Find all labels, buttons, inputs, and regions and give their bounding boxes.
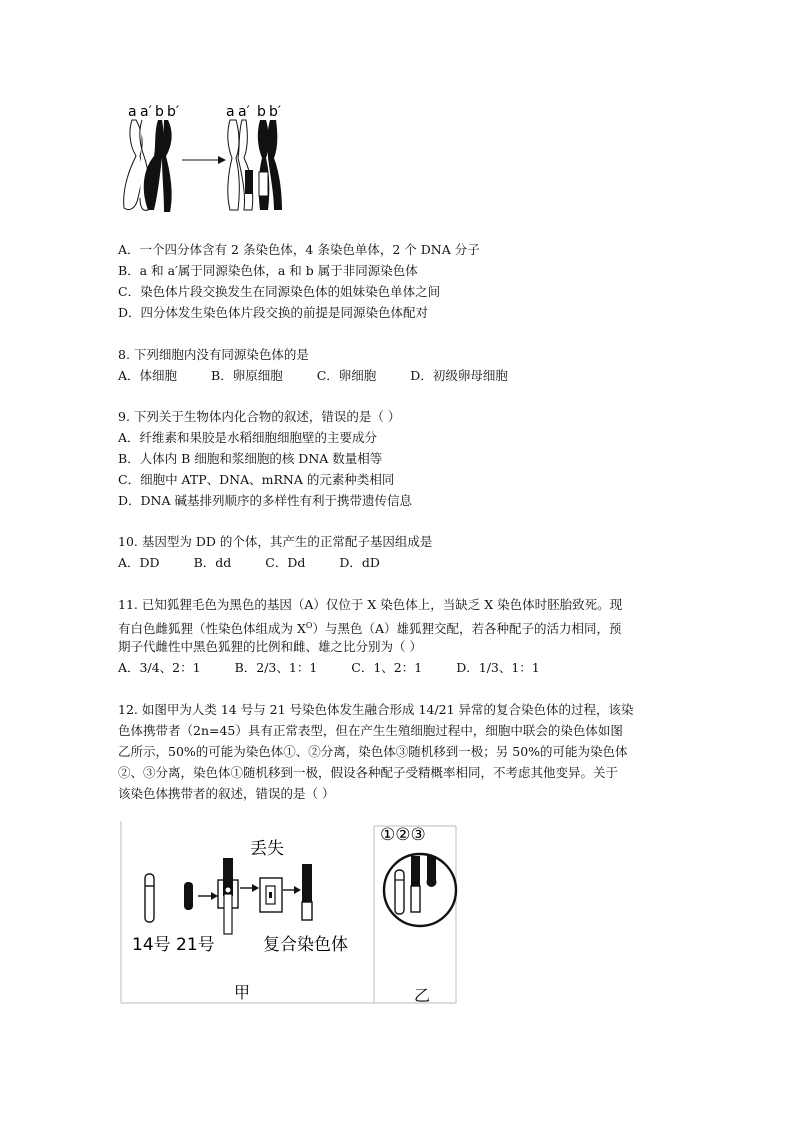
label-a-right: a	[226, 104, 235, 120]
q11-option-a: A．3/4、2：1	[118, 660, 201, 675]
q7-option-c: C．染色体片段交换发生在同源染色体的姐妹染色单体之间	[118, 284, 441, 299]
fusion-chr14-segment	[224, 894, 232, 934]
label-b-right: b	[257, 104, 266, 120]
q10-option-d: D．dD	[339, 555, 380, 570]
q7-option-a: A．一个四分体含有 2 条染色体，4 条染色单体，2 个 DNA 分子	[118, 242, 480, 257]
q8-option-a: A．体细胞	[118, 368, 178, 383]
q11-stem-line2-a: 有白色雌狐狸（性染色体组成为 X	[118, 621, 306, 637]
crossing-over-figure	[118, 98, 308, 216]
compound-label: 复合染色体	[263, 935, 348, 955]
q9-option-d: D．DNA 碱基排列顺序的多样性有利于携带遗传信息	[118, 493, 412, 508]
white-chromosome-right	[228, 120, 253, 210]
chromosome-14	[145, 874, 154, 922]
compound-chromosome-white	[302, 902, 312, 920]
q11-options	[118, 658, 540, 678]
q11-option-b: B．2/3、1：1	[234, 660, 318, 675]
q12-stem-line5: 该染色体携带者的叙述，错误的是（ ）	[118, 786, 335, 801]
q9-stem: 9. 下列关于生物体内化合物的叙述，错误的是（ ）	[118, 409, 401, 424]
label-b-prime-right: b′	[269, 104, 282, 120]
q11-stem-line2-sup: O	[305, 621, 313, 630]
lost-fragment-core	[269, 892, 272, 898]
arrow-head-icon	[218, 156, 226, 164]
synapsis-chromosome-2-black	[411, 856, 420, 888]
arrow-2-head-icon	[252, 884, 259, 892]
q11-stem-line2	[118, 616, 621, 639]
q8-option-b: B．卵原细胞	[211, 368, 283, 383]
q7-option-b: B．a 和 a′属于同源染色体，a 和 b 属于非同源染色体	[118, 263, 418, 278]
q10-option-a: A．DD	[118, 555, 160, 570]
q11-stem-line3: 期子代雌性中黑色狐狸的比例和雌、雄之比分别为（ ）	[118, 639, 422, 654]
synapsis-chromosome-3-head	[427, 877, 437, 887]
q8-option-c: C．卵细胞	[316, 368, 377, 383]
q9-option-a: A．纤维素和果胶是水稻细胞细胞壁的主要成分	[118, 430, 378, 445]
q8-option-d: D．初级卵母细胞	[410, 368, 508, 383]
q9-option-c: C．细胞中 ATP、DNA、mRNA 的元素种类相同	[118, 472, 395, 487]
q12-stem-line1: 12. 如图甲为人类 14 号与 21 号染色体发生融合形成 14/21 异常的复合染色体的过程，该染	[118, 702, 634, 717]
label-a-prime-left: a′	[140, 104, 152, 120]
chromosome-fusion-figure	[118, 818, 463, 1008]
panel-jia-label: 甲	[234, 983, 251, 1002]
q11-option-d: D．1/3、1：1	[456, 660, 540, 675]
label-b-left: b	[155, 104, 164, 120]
q9-option-b: B．人体内 B 细胞和浆细胞的核 DNA 数量相等	[118, 451, 383, 466]
compound-chromosome-black	[302, 864, 312, 904]
q10-options	[118, 553, 380, 573]
synapsis-chromosome-1	[395, 870, 404, 914]
synapsis-chromosome-2-white	[411, 886, 420, 912]
q10-option-b: B．dd	[193, 555, 232, 570]
q8-options	[118, 366, 508, 386]
q8-stem: 8. 下列细胞内没有同源染色体的是	[118, 347, 309, 362]
synapsis-chromosome-3	[427, 856, 436, 880]
panel-yi-label: 乙	[414, 986, 431, 1005]
q10-stem: 10. 基因型为 DD 的个体，其产生的正常配子基因组成是	[118, 534, 433, 549]
q7-option-d: D．四分体发生染色体片段交换的前提是同源染色体配对	[118, 305, 429, 320]
label-a-left: a	[128, 104, 137, 120]
arrow-3-head-icon	[294, 886, 301, 894]
lost-label: 丢失	[250, 839, 284, 859]
chromosome-21	[184, 882, 193, 910]
black-chromosome-left	[144, 120, 172, 212]
chr21-label: 21号	[176, 935, 215, 955]
fusion-centromere	[225, 887, 231, 893]
chr14-label: 14号	[132, 935, 171, 955]
exchanged-segment-white	[259, 172, 268, 196]
label-a-prime-right: a′	[238, 104, 250, 120]
q12-stem-line4: ②、③分离，染色体①随机移到一极，假设各种配子受精概率相同，不考虑其他变异。关于	[118, 765, 619, 780]
exchanged-segment-black	[245, 170, 253, 194]
q11-stem-line2-b: ）与黑色（A）雄狐狸交配，若各种配子的活力相同，预	[312, 621, 622, 637]
q10-option-c: C．Dd	[265, 555, 306, 570]
q12-stem-line2: 色体携带者（2n=45）具有正常表型，但在产生生殖细胞过程中，细胞中联会的染色体如图	[118, 723, 623, 738]
q11-option-c: C．1、2：1	[351, 660, 423, 675]
circled-numbers-label: ①②③	[380, 825, 426, 845]
arrow-1-head-icon	[211, 892, 218, 900]
q12-stem-line3: 乙所示，50%的可能为染色体①、②分离，染色体③随机移到一极；另 50%的可能为染色体	[118, 744, 628, 759]
label-b-prime-left: b′	[167, 104, 180, 120]
q11-stem-line1: 11. 已知狐狸毛色为黑色的基因（A）仅位于 X 染色体上，当缺乏 X 染色体时胚胎致死。现	[118, 597, 623, 612]
